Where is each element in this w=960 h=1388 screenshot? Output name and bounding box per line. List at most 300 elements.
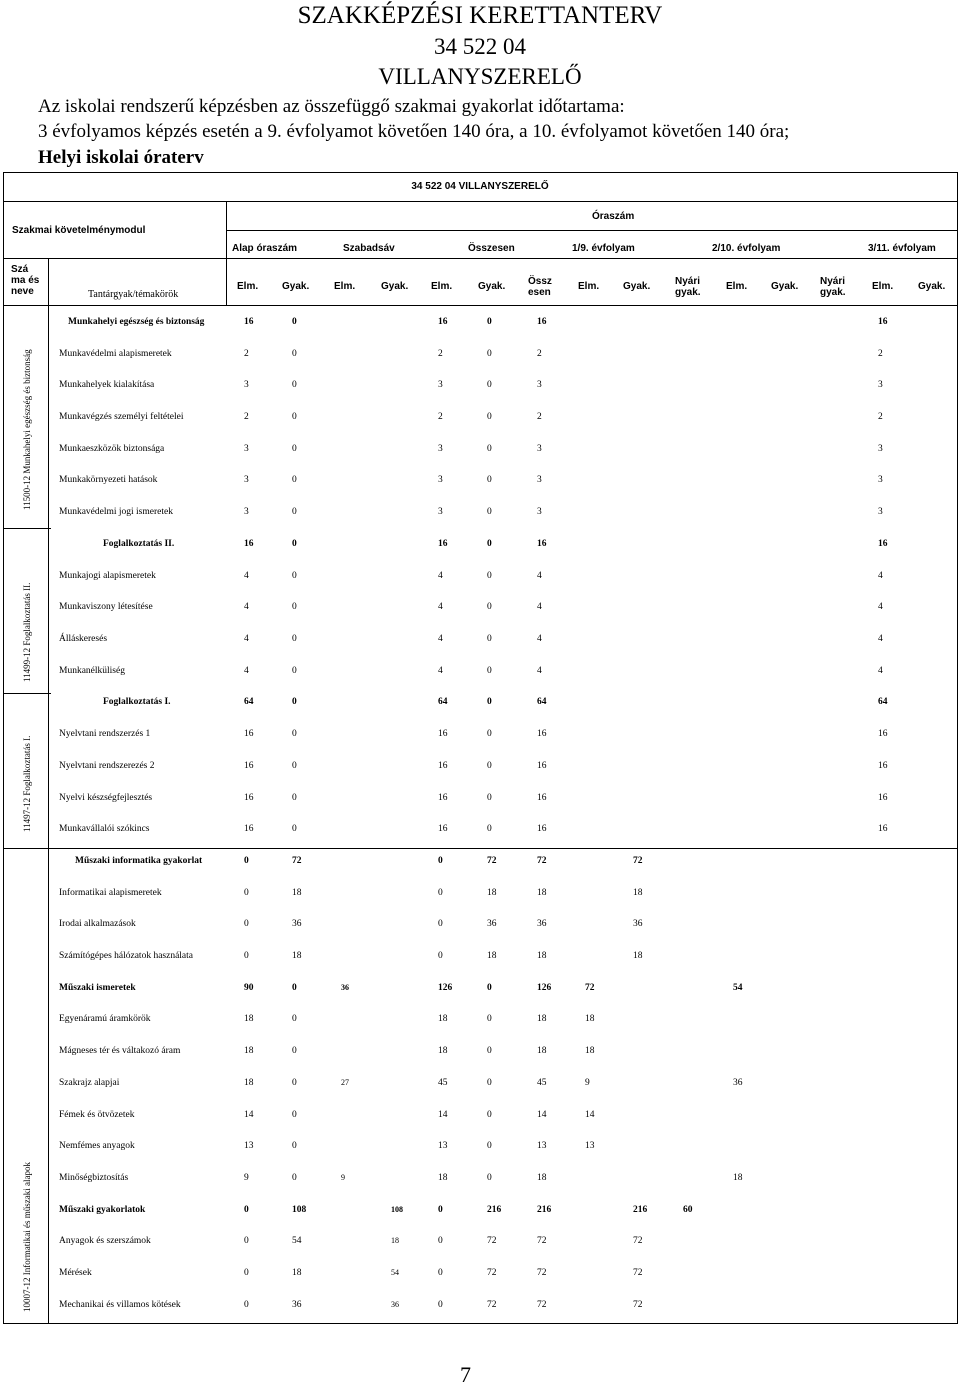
row-subject: Egyenáramú áramkörök <box>59 1014 151 1024</box>
row-value: 64 <box>438 697 448 707</box>
group-header: Alap óraszám <box>232 243 298 254</box>
row-value: 72 <box>633 856 643 866</box>
row-value: 18 <box>244 1046 254 1056</box>
row-value: 16 <box>878 824 888 834</box>
row-value: 18 <box>438 1046 448 1056</box>
row-value: 72 <box>537 1268 547 1278</box>
sub-header: Elm. <box>334 281 356 292</box>
row-value: 36 <box>487 919 497 929</box>
table-row <box>0 631 960 651</box>
row-value: 0 <box>292 412 297 422</box>
row-value: 16 <box>244 729 254 739</box>
row-value: 0 <box>487 412 492 422</box>
row-value: 0 <box>487 602 492 612</box>
row-value: 16 <box>438 824 448 834</box>
row-value: 3 <box>438 475 443 485</box>
row-value: 13 <box>244 1141 254 1151</box>
row-value: 45 <box>537 1078 547 1088</box>
row-value: 0 <box>487 697 492 707</box>
row-subject: Mérések <box>59 1268 92 1278</box>
row-value: 16 <box>438 539 448 549</box>
row-value: 0 <box>487 1110 492 1120</box>
row-value: 16 <box>537 729 547 739</box>
row-value: 18 <box>487 951 497 961</box>
row-subject: Álláskeresés <box>59 634 108 644</box>
qualification-code: 34 522 04 <box>434 34 526 59</box>
row-value: 0 <box>244 1268 249 1278</box>
row-value: 2 <box>537 349 542 359</box>
row-value: 36 <box>391 1300 399 1309</box>
row-value: 108 <box>391 1205 403 1214</box>
row-value: 18 <box>633 951 643 961</box>
row-value: 4 <box>878 602 883 612</box>
group-header: 1/9. évfolyam <box>572 243 635 254</box>
table-row <box>0 536 960 556</box>
row-value: 16 <box>244 824 254 834</box>
table-row <box>0 1011 960 1031</box>
row-value: 72 <box>585 983 595 993</box>
row-value: 0 <box>292 793 297 803</box>
row-subject: Mágneses tér és váltakozó áram <box>59 1046 181 1056</box>
row-value: 0 <box>487 983 492 993</box>
row-value: 0 <box>292 349 297 359</box>
row-value: 72 <box>487 1268 497 1278</box>
row-value: 3 <box>878 475 883 485</box>
row-value: 0 <box>244 1205 249 1215</box>
row-value: 0 <box>487 1014 492 1024</box>
table-row <box>0 409 960 429</box>
row-value: 4 <box>878 571 883 581</box>
row-value: 18 <box>292 888 302 898</box>
row-value: 54 <box>733 983 743 993</box>
row-value: 0 <box>292 983 297 993</box>
row-value: 0 <box>487 349 492 359</box>
row-value: 72 <box>633 1236 643 1246</box>
row-value: 54 <box>391 1268 399 1277</box>
row-value: 0 <box>487 571 492 581</box>
document-title: SZAKKÉPZÉSI KERETTANTERV <box>297 2 663 29</box>
row-value: 90 <box>244 983 254 993</box>
row-value: 4 <box>438 634 443 644</box>
row-value: 18 <box>292 951 302 961</box>
table-row <box>0 1075 960 1095</box>
row-value: 64 <box>878 697 888 707</box>
row-value: 0 <box>438 1300 443 1310</box>
table-row <box>0 980 960 1000</box>
table-caption: 34 522 04 VILLANYSZERELŐ <box>411 181 549 192</box>
row-value: 3 <box>537 507 542 517</box>
row-value: 18 <box>537 1014 547 1024</box>
row-value: 36 <box>341 983 349 992</box>
table-row <box>0 346 960 366</box>
row-value: 3 <box>438 444 443 454</box>
row-value: 36 <box>633 919 643 929</box>
row-value: 216 <box>537 1205 552 1215</box>
row-value: 216 <box>487 1205 502 1215</box>
row-value: 16 <box>878 761 888 771</box>
row-subject: Informatikai alapismeretek <box>59 888 162 898</box>
row-value: 4 <box>438 571 443 581</box>
row-value: 3 <box>537 380 542 390</box>
hours-header: Óraszám <box>592 211 635 222</box>
row-value: 18 <box>244 1014 254 1024</box>
subject-header: Tantárgyak/témakörök <box>88 289 179 300</box>
row-value: 3 <box>438 507 443 517</box>
row-value: 72 <box>633 1300 643 1310</box>
sub-header: Gyak. <box>623 281 651 292</box>
row-value: 3 <box>878 444 883 454</box>
module-name: 11500-12 Munkahelyi egészség és biztonság <box>22 349 32 510</box>
row-value: 72 <box>537 1236 547 1246</box>
table-row <box>0 821 960 841</box>
row-value: 18 <box>537 888 547 898</box>
row-value: 2 <box>438 349 443 359</box>
row-value: 4 <box>244 571 249 581</box>
intro-line-3: Helyi iskolai óraterv <box>38 147 204 168</box>
row-value: 3 <box>537 444 542 454</box>
row-value: 18 <box>438 1173 448 1183</box>
sub-header: Elm. <box>872 281 894 292</box>
row-value: 16 <box>878 539 888 549</box>
row-subject: Munkavédelmi alapismeretek <box>59 349 172 359</box>
row-value: 0 <box>292 824 297 834</box>
row-value: 0 <box>244 951 249 961</box>
row-subject: Munkajogi alapismeretek <box>59 571 156 581</box>
row-value: 64 <box>244 697 254 707</box>
group-header: Összesen <box>468 243 515 254</box>
row-value: 16 <box>438 761 448 771</box>
row-value: 0 <box>292 317 297 327</box>
row-value: 72 <box>292 856 302 866</box>
row-value: 0 <box>487 444 492 454</box>
row-subject: Műszaki informatika gyakorlat <box>75 856 203 866</box>
table-row <box>0 568 960 588</box>
code-header: Szá ma és neve <box>11 264 40 297</box>
row-value: 36 <box>537 919 547 929</box>
row-value: 0 <box>487 380 492 390</box>
table-row <box>0 1297 960 1317</box>
row-value: 72 <box>487 856 497 866</box>
row-value: 36 <box>733 1078 743 1088</box>
row-value: 54 <box>292 1236 302 1246</box>
row-value: 0 <box>292 1014 297 1024</box>
row-subject: Nyelvi készségfejlesztés <box>59 793 153 803</box>
row-value: 13 <box>438 1141 448 1151</box>
intro-line-2: 3 évfolyamos képzés esetén a 9. évfolyamot követően 140 óra, a 10. évfolyamot követően 140 óra; <box>38 121 790 142</box>
table-row <box>0 441 960 461</box>
group-header: Szabadsáv <box>343 243 395 254</box>
row-value: 18 <box>487 888 497 898</box>
row-value: 60 <box>683 1205 693 1215</box>
row-value: 13 <box>585 1141 595 1151</box>
sub-header: Gyak. <box>282 281 310 292</box>
row-value: 0 <box>292 602 297 612</box>
row-value: 0 <box>438 1205 443 1215</box>
module-header: Szakmai követelménymodul <box>12 225 146 236</box>
row-value: 4 <box>537 666 542 676</box>
sub-header: Gyak. <box>478 281 506 292</box>
row-value: 2 <box>438 412 443 422</box>
sub-header: Elm. <box>431 281 453 292</box>
row-subject: Munkanélküliség <box>59 666 125 676</box>
row-value: 16 <box>537 824 547 834</box>
row-value: 14 <box>438 1110 448 1120</box>
table-row <box>0 916 960 936</box>
row-subject: Műszaki gyakorlatok <box>59 1205 146 1215</box>
row-value: 4 <box>878 666 883 676</box>
table-row <box>0 377 960 397</box>
row-value: 2 <box>878 349 883 359</box>
row-value: 3 <box>244 507 249 517</box>
row-value: 0 <box>487 507 492 517</box>
row-value: 16 <box>244 761 254 771</box>
table-row <box>0 1107 960 1127</box>
row-subject: Irodai alkalmazások <box>59 919 136 929</box>
row-value: 72 <box>487 1300 497 1310</box>
row-subject: Nyelvtani rendszerzés 1 <box>59 729 151 739</box>
row-subject: Számítógépes hálózatok használata <box>59 951 194 961</box>
sub-header: Nyári gyak. <box>820 276 846 298</box>
row-value: 16 <box>438 729 448 739</box>
row-value: 4 <box>244 666 249 676</box>
table-row <box>0 1043 960 1063</box>
table-row <box>0 663 960 683</box>
row-value: 16 <box>438 317 448 327</box>
row-subject: Munkaviszony létesítése <box>59 602 153 612</box>
row-value: 3 <box>244 444 249 454</box>
row-value: 0 <box>244 888 249 898</box>
table-row <box>0 599 960 619</box>
row-value: 16 <box>244 793 254 803</box>
row-value: 0 <box>292 507 297 517</box>
row-value: 3 <box>244 380 249 390</box>
table-row <box>0 504 960 524</box>
row-subject: Fémek és ötvözetek <box>59 1110 135 1120</box>
row-value: 0 <box>487 475 492 485</box>
row-value: 72 <box>537 856 547 866</box>
row-value: 18 <box>537 951 547 961</box>
row-value: 0 <box>292 1078 297 1088</box>
row-value: 18 <box>633 888 643 898</box>
row-subject: Nyelvtani rendszerezés 2 <box>59 761 155 771</box>
row-value: 16 <box>878 729 888 739</box>
row-value: 18 <box>438 1014 448 1024</box>
row-value: 18 <box>537 1046 547 1056</box>
row-value: 14 <box>244 1110 254 1120</box>
row-value: 4 <box>537 571 542 581</box>
row-value: 0 <box>438 1236 443 1246</box>
row-value: 16 <box>244 539 254 549</box>
sub-header: Gyak. <box>771 281 799 292</box>
row-value: 45 <box>438 1078 448 1088</box>
row-value: 3 <box>438 380 443 390</box>
row-value: 0 <box>244 856 249 866</box>
row-value: 108 <box>292 1205 307 1215</box>
row-value: 16 <box>537 793 547 803</box>
row-value: 18 <box>585 1014 595 1024</box>
row-value: 0 <box>487 729 492 739</box>
qualification-name: VILLANYSZERELŐ <box>378 64 582 89</box>
row-value: 13 <box>537 1141 547 1151</box>
row-value: 9 <box>244 1173 249 1183</box>
row-value: 4 <box>438 602 443 612</box>
row-value: 18 <box>585 1046 595 1056</box>
row-value: 0 <box>292 444 297 454</box>
row-subject: Munkahelyi egészség és biztonság <box>68 317 205 327</box>
row-value: 4 <box>244 602 249 612</box>
row-subject: Munkakörnyezeti hatások <box>59 475 158 485</box>
row-value: 9 <box>341 1173 345 1182</box>
row-subject: Munkavégzés személyi feltételei <box>59 412 184 422</box>
row-value: 0 <box>487 1046 492 1056</box>
row-subject: Munkaeszközök biztonsága <box>59 444 165 454</box>
sub-header: Elm. <box>237 281 259 292</box>
row-value: 126 <box>537 983 552 993</box>
group-header: 2/10. évfolyam <box>712 243 781 254</box>
table-row <box>0 1138 960 1158</box>
row-subject: Mechanikai és villamos kötések <box>59 1300 181 1310</box>
sub-header: Gyak. <box>918 281 946 292</box>
table-row <box>0 948 960 968</box>
row-value: 0 <box>292 1141 297 1151</box>
row-value: 3 <box>878 507 883 517</box>
row-value: 4 <box>537 602 542 612</box>
row-value: 27 <box>341 1078 349 1087</box>
row-value: 0 <box>438 951 443 961</box>
group-header: 3/11. évfolyam <box>868 243 936 254</box>
row-value: 18 <box>292 1268 302 1278</box>
row-value: 0 <box>292 380 297 390</box>
sub-header: Össz esen <box>528 276 552 298</box>
row-value: 0 <box>487 824 492 834</box>
module-name: 10007-12 Informatikai és műszaki alapok <box>22 1162 32 1312</box>
table-row <box>0 1265 960 1285</box>
row-value: 0 <box>292 697 297 707</box>
row-value: 36 <box>292 1300 302 1310</box>
row-value: 2 <box>244 412 249 422</box>
row-value: 3 <box>244 475 249 485</box>
row-value: 0 <box>244 919 249 929</box>
row-value: 0 <box>487 793 492 803</box>
row-subject: Műszaki ismeretek <box>59 983 136 993</box>
row-value: 64 <box>537 697 547 707</box>
module-name: 11497-12 Foglalkoztatás I. <box>22 735 32 832</box>
row-value: 0 <box>292 539 297 549</box>
row-value: 0 <box>292 1046 297 1056</box>
row-value: 4 <box>244 634 249 644</box>
row-value: 0 <box>292 761 297 771</box>
table-row <box>0 853 960 873</box>
row-value: 0 <box>292 666 297 676</box>
row-value: 72 <box>633 1268 643 1278</box>
row-value: 4 <box>438 666 443 676</box>
row-subject: Minőségbiztosítás <box>59 1173 129 1183</box>
row-value: 2 <box>244 349 249 359</box>
row-value: 0 <box>487 1173 492 1183</box>
row-value: 4 <box>537 634 542 644</box>
sub-header: Elm. <box>726 281 748 292</box>
row-subject: Foglalkoztatás I. <box>103 697 171 707</box>
row-value: 36 <box>292 919 302 929</box>
table-row <box>0 1202 960 1222</box>
table-row <box>0 472 960 492</box>
row-value: 0 <box>487 1078 492 1088</box>
row-value: 2 <box>878 412 883 422</box>
row-value: 2 <box>537 412 542 422</box>
row-value: 0 <box>244 1236 249 1246</box>
row-value: 14 <box>585 1110 595 1120</box>
row-value: 0 <box>292 1173 297 1183</box>
row-value: 0 <box>244 1300 249 1310</box>
row-value: 0 <box>292 729 297 739</box>
row-value: 16 <box>438 793 448 803</box>
table-row <box>0 1170 960 1190</box>
table-row <box>0 1233 960 1253</box>
row-value: 72 <box>487 1236 497 1246</box>
row-subject: Nemfémes anyagok <box>59 1141 135 1151</box>
table-row <box>0 758 960 778</box>
row-value: 16 <box>537 761 547 771</box>
row-value: 16 <box>244 317 254 327</box>
row-value: 16 <box>537 539 547 549</box>
table-row <box>0 726 960 746</box>
row-value: 216 <box>633 1205 648 1215</box>
row-value: 0 <box>487 1141 492 1151</box>
sub-header: Nyári gyak. <box>675 276 701 298</box>
row-value: 18 <box>391 1236 399 1245</box>
row-subject: Munkavállalói szókincs <box>59 824 150 834</box>
row-value: 0 <box>438 856 443 866</box>
row-value: 4 <box>878 634 883 644</box>
row-value: 0 <box>292 571 297 581</box>
page-number: 7 <box>460 1362 471 1387</box>
row-value: 0 <box>292 1110 297 1120</box>
row-value: 0 <box>292 634 297 644</box>
row-value: 0 <box>487 317 492 327</box>
row-subject: Anyagok és szerszámok <box>59 1236 151 1246</box>
row-value: 18 <box>733 1173 743 1183</box>
row-subject: Foglalkoztatás II. <box>103 539 175 549</box>
row-value: 126 <box>438 983 453 993</box>
table-row <box>0 314 960 334</box>
row-value: 16 <box>537 317 547 327</box>
row-value: 0 <box>292 475 297 485</box>
module-name: 11499-12 Foglalkoztatás II. <box>22 582 32 682</box>
row-value: 9 <box>585 1078 590 1088</box>
intro-line-1: Az iskolai rendszerű képzésben az összefüggő szakmai gyakorlat időtartama: <box>38 96 625 117</box>
table-row <box>0 885 960 905</box>
row-subject: Munkavédelmi jogi ismeretek <box>59 507 173 517</box>
row-subject: Szakrajz alapjai <box>59 1078 120 1088</box>
row-value: 0 <box>438 1268 443 1278</box>
row-value: 0 <box>438 919 443 929</box>
row-value: 18 <box>537 1173 547 1183</box>
row-value: 3 <box>537 475 542 485</box>
row-value: 0 <box>487 634 492 644</box>
sub-header: Gyak. <box>381 281 409 292</box>
row-value: 72 <box>537 1300 547 1310</box>
row-subject: Munkahelyek kialakítása <box>59 380 155 390</box>
row-value: 0 <box>487 761 492 771</box>
row-value: 0 <box>487 539 492 549</box>
row-value: 14 <box>537 1110 547 1120</box>
row-value: 0 <box>487 666 492 676</box>
table-row <box>0 694 960 714</box>
row-value: 16 <box>878 317 888 327</box>
table-row <box>0 790 960 810</box>
row-value: 0 <box>438 888 443 898</box>
sub-header: Elm. <box>578 281 600 292</box>
